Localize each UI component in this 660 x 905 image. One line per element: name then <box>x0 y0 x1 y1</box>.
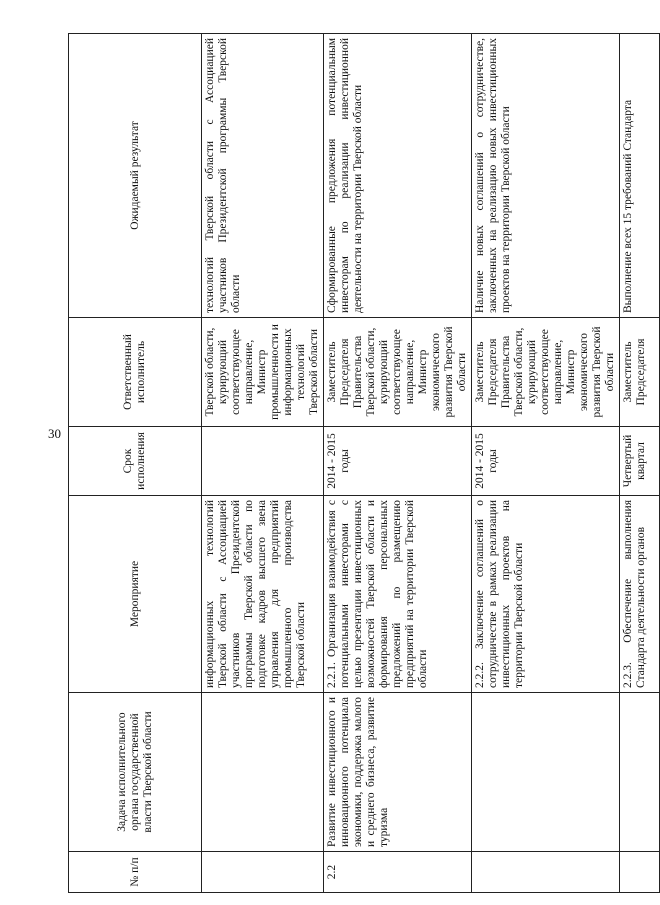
row-task <box>202 693 324 852</box>
row-responsible: Заместитель Председателя <box>620 318 660 427</box>
row-task <box>620 693 660 852</box>
row-action: 2.2.2. Заключение соглашений о сотрудничестве в рамках реализации инвестиционных проектов на территории Тверской области <box>472 496 620 693</box>
table-header-row <box>69 34 202 893</box>
row-action: информационных технологий Тверской области с Ассоциацией участников Президентской программы Тверской области по подготовке кадров высшего звена управления для предприятий промышленного производства Тверской области <box>202 496 324 693</box>
row-num <box>472 852 620 893</box>
header-result: Ожидаемый результат <box>69 34 202 318</box>
row-result: Сформированные предложения потенциальным инвесторам по реализации инвестиционной деятельности на территории Тверской области <box>324 34 472 318</box>
header-term: Срок исполнения <box>69 427 202 496</box>
row-term <box>202 427 324 496</box>
row-responsible: Заместитель Председателя Правительства Тверской области, курирующий соответствующее направление, Министр экономического развития Тверской области <box>324 318 472 427</box>
row-responsible: Заместитель Председателя Правительства Тверской области, курирующий соответствующее направление, Министр экономического развития Тверской области <box>472 318 620 427</box>
table-row <box>324 34 472 893</box>
row-num <box>202 852 324 893</box>
row-result: Выполнение всех 15 требований Стандарта <box>620 34 660 318</box>
table-row <box>472 34 620 893</box>
header-responsible: Ответственный исполнитель <box>69 318 202 427</box>
table-row <box>620 34 660 893</box>
header-action: Мероприятие <box>69 496 202 693</box>
row-action: 2.2.1. Организация взаимодействия с потенциальными инвесторами с целью презентации инвестиционных возможностей Тверской области и формирования персональных предложений по размещению предприятий на территории Тверской области <box>324 496 472 693</box>
row-num: 2.2 <box>324 852 472 893</box>
row-term: Четвертый квартал <box>620 427 660 496</box>
row-result: технологий Тверской области с Ассоциацией участников Президентской программы Тверской области <box>202 34 324 318</box>
row-num <box>620 852 660 893</box>
row-task: Развитие инвестиционного и инновационного потенциала экономики, поддержка малого и среднего бизнеса, развитие туризма <box>324 693 472 852</box>
page-number: 30 <box>48 426 61 441</box>
row-term: 2014 - 2015 годы <box>324 427 472 496</box>
table-row <box>202 34 324 893</box>
action-plan-table <box>68 33 660 893</box>
row-result: Наличие новых соглашений о сотрудничестве, заключенных на реализацию новых инвестиционных проектов на территории Тверской области <box>472 34 620 318</box>
row-action: 2.2.3. Обеспечение выполнения Стандарта деятельности органов <box>620 496 660 693</box>
header-num: № п/п <box>69 852 202 893</box>
header-task: Задача исполнительного органа государственной власти Тверской области <box>69 693 202 852</box>
row-responsible: Тверской области, курирующий соответствующее направление, Министр промышленности и информационных технологий Тверской области <box>202 318 324 427</box>
row-task <box>472 693 620 852</box>
row-term: 2014 - 2015 годы <box>472 427 620 496</box>
rotated-page <box>68 33 647 893</box>
